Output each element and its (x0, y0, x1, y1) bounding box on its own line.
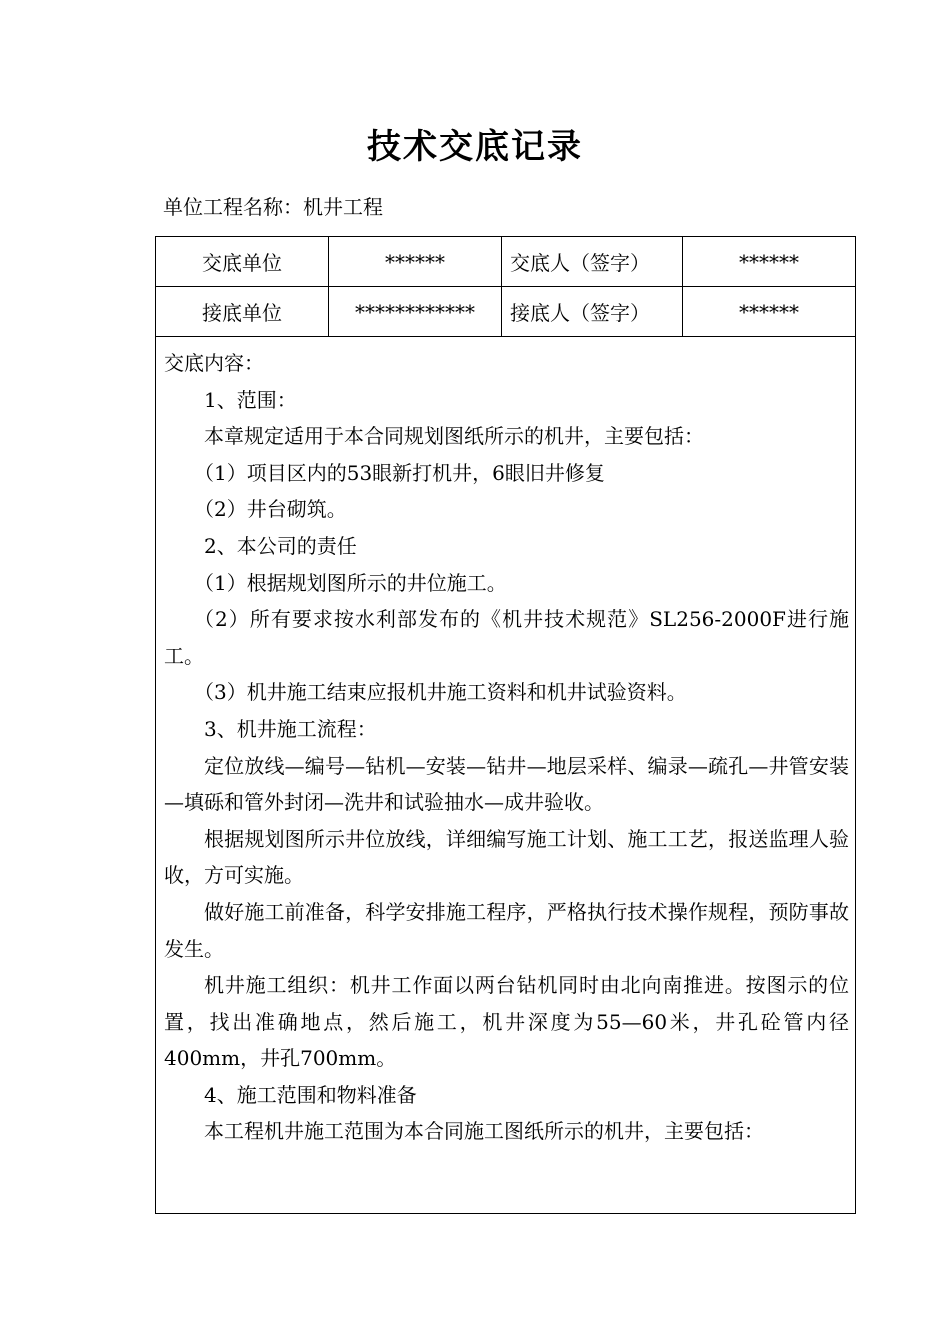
table-row (156, 237, 856, 287)
list-item: （2）所有要求按水利部发布的《机井技术规范》SL256-2000F进行施工。 (164, 607, 849, 668)
section-heading: 2、本公司的责任 (204, 533, 357, 558)
paragraph: 做好施工前准备，科学安排施工程序，严格执行技术操作规程，预防事故发生。 (164, 899, 849, 961)
project-name-label: 单位工程名称： (163, 195, 303, 219)
handover-unit-label: 交底单位 (156, 237, 329, 287)
handover-unit-value: ****** (329, 237, 502, 287)
section-heading: 1、范围： (204, 387, 297, 412)
record-table (155, 236, 856, 1214)
list-item: （3）机井施工结束应报机井施工资料和机井试验资料。 (194, 680, 687, 705)
list-item: （1）项目区内的53眼新打机井，6眼旧井修复 (194, 460, 605, 485)
list-item: （1）根据规划图所示的井位施工。 (194, 570, 507, 595)
paragraph: 机井施工组织：机井工作面以两台钻机同时由北向南推进。按图示的位置，找出准确地点，然后施工，机井深度为55—60米，井孔砼管内径400mm，井孔700mm。 (164, 973, 849, 1071)
table-row (156, 287, 856, 337)
paragraph: 本章规定适用于本合同规划图纸所示的机井，主要包括： (204, 424, 704, 449)
section-heading: 4、施工范围和物料准备 (204, 1082, 417, 1107)
paragraph: 定位放线—编号—钻机—安装—钻井—地层采样、编录—疏孔—井管安装—填砾和管外封闭—洗井和试验抽水—成井验收。 (164, 753, 849, 815)
receiving-person-value: ****** (683, 287, 856, 337)
handover-person-label: 交底人（签字） (502, 237, 683, 287)
project-name-value: 机井工程 (303, 195, 383, 219)
list-item: （2）井台砌筑。 (194, 497, 347, 522)
paragraph: 本工程机井施工范围为本合同施工图纸所示的机井，主要包括： (204, 1119, 764, 1144)
document-title: 技术交底记录 (367, 127, 583, 167)
paragraph: 根据规划图所示井位放线，详细编写施工计划、施工工艺，报送监理人验收，方可实施。 (164, 826, 849, 888)
handover-person-value: ****** (683, 237, 856, 287)
table-row (156, 337, 856, 1214)
content-heading: 交底内容： (164, 351, 264, 375)
project-name-line (163, 190, 383, 224)
receiving-person-label: 接底人（签字） (502, 287, 683, 337)
receiving-unit-label: 接底单位 (156, 287, 329, 337)
section-heading: 3、机井施工流程： (204, 716, 377, 741)
content-cell (156, 337, 856, 1214)
receiving-unit-value: ************ (329, 287, 502, 337)
